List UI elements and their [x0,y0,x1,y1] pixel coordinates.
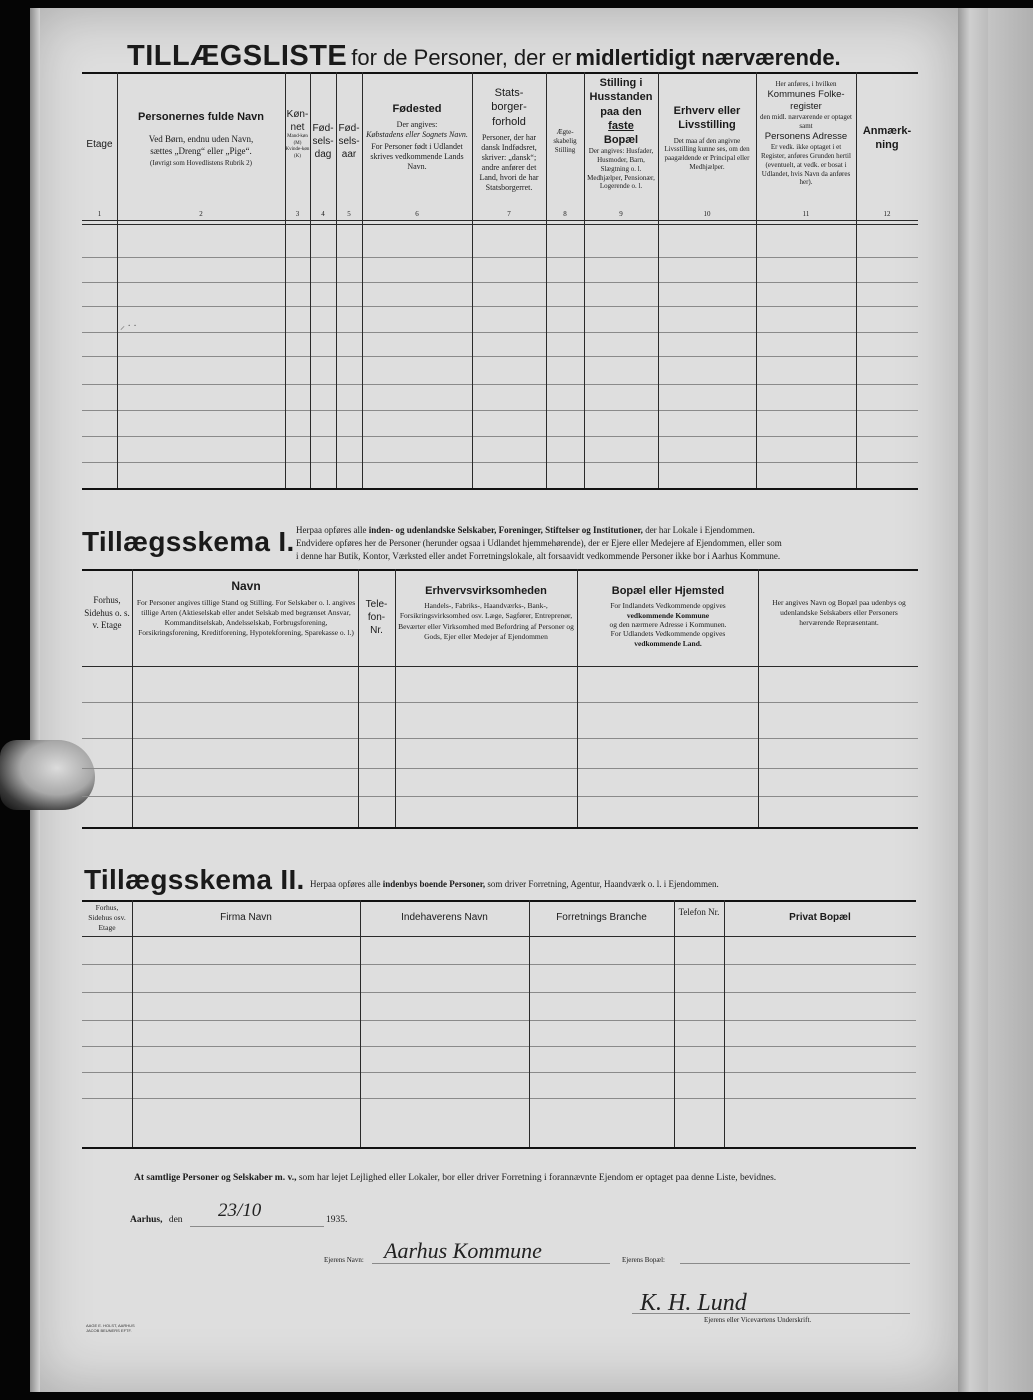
col-household-header: Stilling i Husstanden paa den faste Bopæl Der angives: Husfader, Husmoder, Barn, Slægtning o. l. Medhjælper, Pensionær, Logerende o. l. [587,77,655,191]
skema2-col-telephone: Telefon Nr. [678,907,720,917]
col-citizenship-header: Stats- borger- forhold Personer, der har dansk Indfødsret, skriver: „dansk“; andre anfører det Land, hvori de har Statsborgerret. [479,87,539,192]
skema1-col-representative: Her angives Navn og Bopæl paa udenbys og udenlandske Selskabers eller Personers herværende Repræsentant. [772,598,906,628]
col-number: 4 [321,210,325,218]
thumb [0,740,95,810]
book-spine [958,8,988,1392]
pencil-marks: ⸝ · · [120,321,137,332]
page-edge [30,8,40,1392]
col-number: 9 [619,210,623,218]
skema-1-title: Tillægsskema I. [82,526,295,557]
col-number: 12 [883,210,891,218]
col-name-header: Personernes fulde Navn Ved Børn, endnu uden Navn, sættes „Dreng“ eller „Pige“. (Iøvrigt som Hovedlistens Rubrik 2) [138,111,264,167]
col-number: 8 [563,210,567,218]
col-marital-header: Ægte- skabelig Stilling [553,128,577,154]
col-number: 11 [802,210,810,218]
col-birthplace-header: Fødested Der angives: Købstadens eller Sognets Navn. For Personer født i Udlandet skrives vedkommende Lands Navn. [366,103,468,172]
title-middle: for de Personer, der er [351,45,572,70]
skema1-col-telephone: Tele- fon- Nr. [365,599,388,636]
handwritten-owner-name: Aarhus Kommune [384,1238,542,1263]
col-number: 2 [199,210,203,218]
col-birthday-header: Fød- sels- dag [312,123,334,160]
handwritten-signature: K. H. Lund [640,1290,747,1316]
owner-name-label: Ejerens Navn: [324,1256,364,1264]
skema2-col-floor: Forhus, Sidehus osv. Etage [88,903,126,932]
col-register-header: Her anføres, i hvilken Kommunes Folke- register den midl. nærværende er optaget samt Personens Adresse Er vedk. ikke optaget i et Register, anføres Grunden hertil (eventuelt, at vedk. er bosat i Udlandet, hvis Navn da anføres her). [760,80,852,187]
skema-1-description: Herpaa opføres alle inden- og udenlandske Selskaber, Foreninger, Stiftelser og Institutioner, der har Lokale i Ejendommen. Endvidere opføres her de Personer (herunder ogsaa i Udlandet hjemmehørende), der er Ejere eller Medejere af Ejendommen, eller som i denne har Butik, Kontor, Værksted eller andet Forretningslokale, alt forsaavidt vedkommende Personer ikke bor i Aarhus Kommune. [296,525,782,562]
printer-imprint: AAGE E. HOLST, AARHUS JACOB BEUNERS EFTF. [86,1323,135,1333]
col-number: 6 [415,210,419,218]
year: 1935. [326,1215,348,1225]
main-title [127,40,887,73]
col-birthyear-header: Fød- sels- aar [338,123,360,160]
col-number: 5 [347,210,351,218]
skema-2-title: Tillægsskema II. [84,864,305,895]
skema2-col-private-address: Privat Bopæl [789,912,851,923]
col-sex-header: Køn- net Mand-køn (M) Kvinde-køn (K) [285,109,310,159]
col-etage-header: Etage [86,139,113,150]
col-occupation-header: Erhverv eller Livsstilling Det maa af den angivne Livsstilling kunne ses, om den paagældende er Principal eller Medhjælper. [664,105,750,171]
skema1-col-name: Navn For Personer angives tillige Stand og Stilling. For Selskaber o. l. angives tillige Arten (Aktieselskab eller andet Selskab med begrænset Ansvar, Kommanditselskab, Andelsselskab, Forbrugsforening, Forsikringsforening, Kreditforening, Hypotekforening, Sparekasse o. l.) [136,579,356,637]
title-tillaegsliste: TILLÆGSLISTE [127,40,348,72]
skema-2-description: Herpaa opføres alle indenbys boende Personer, som driver Forretning, Agentur, Haandværk o. l. i Ejendommen. [310,879,719,889]
col-number: 1 [97,210,102,218]
handwritten-date: 23/10 [218,1200,262,1221]
date-line: Aarhus, den [130,1215,183,1225]
skema1-col-business: Erhvervsvirksomheden Handels-, Fabriks-, Haandværks-, Bank-, Forsikringsvirksomhed osv. Læge, Sagfører, Entreprenør, Beværter eller Virksomhed med Befordring af Personer og Gods, Ejer eller Medejer af Ejendommen [398,585,574,641]
col-number: 7 [507,210,511,218]
owner-residence-label: Ejerens Bopæl: [622,1256,665,1264]
col-number: 3 [295,210,300,218]
title-end: midlertidigt nærværende. [575,45,841,70]
attestation-text: At samtlige Personer og Selskaber m. v., som har lejet Lejlighed eller Lokaler, bor eller driver Forretning i forannævnte Ejendom er optaget paa denne Liste, bevidnes. [134,1173,777,1183]
skema1-col-residence: Bopæl eller Hjemsted For Indlandets Vedkommende opgives vedkommende Kommune og den nærmere Adresse i Kommunen. For Udlandets Vedkommende opgives vedkommende Land. [609,585,727,648]
skema2-col-owner: Indehaverens Navn [401,912,488,923]
skema1-col-floor: Forhus, Sidehus o. s. v. Etage [84,595,130,631]
signature-label: Ejerens eller Viceværtens Underskrift. [704,1316,812,1324]
col-remarks-header: Anmærk- ning [862,125,912,152]
col-number: 10 [703,210,711,218]
skema2-col-firm: Firma Navn [220,912,272,923]
skema2-col-branch: Forretnings Branche [556,912,647,923]
